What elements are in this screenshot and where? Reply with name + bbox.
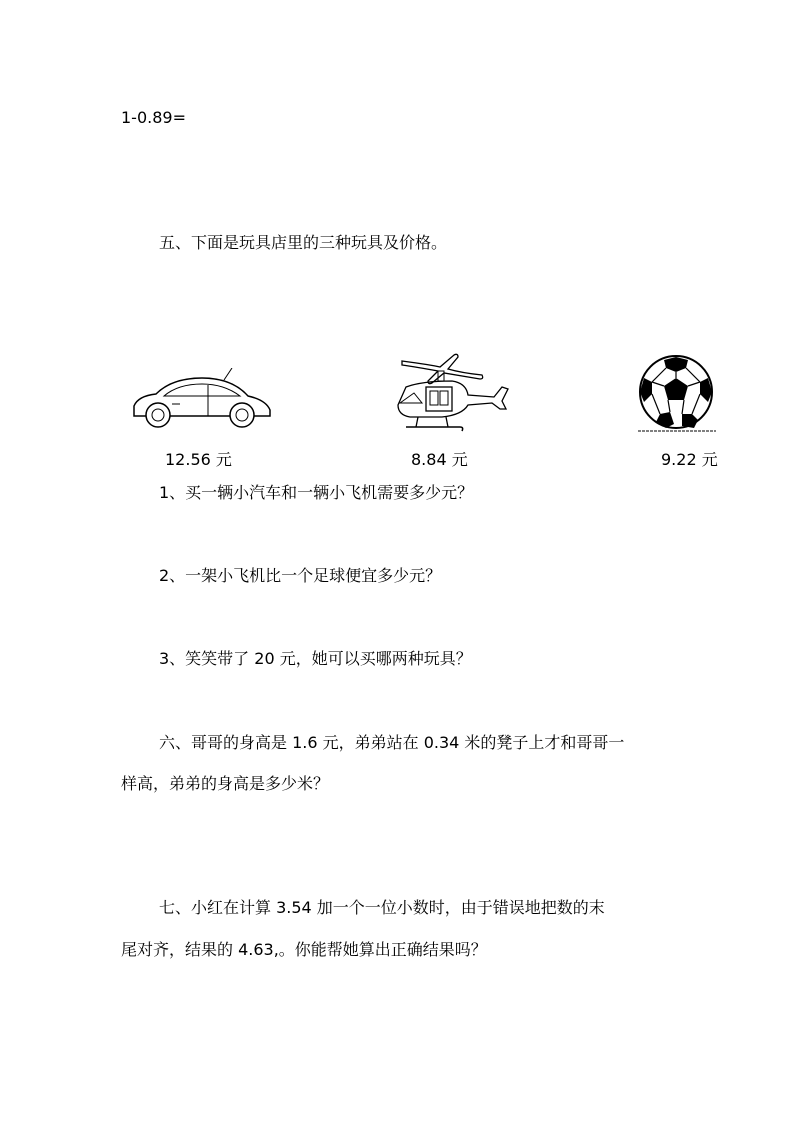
section6-line2: 样高，弟弟的身高是多少米？ — [121, 774, 330, 793]
question-1: 1、买一辆小汽车和一辆小飞机需要多少元？ — [159, 483, 474, 502]
section7-line2: 尾对齐，结果的 4.63,。你能帮她算出正确结果吗？ — [121, 940, 487, 959]
car-icon — [128, 368, 276, 438]
section6-line1: 六、哥哥的身高是 1.6 元，弟弟站在 0.34 米的凳子上才和哥哥一 — [159, 733, 625, 752]
equation: 1-0.89= — [121, 108, 186, 127]
helicopter-price: 8.84 元 — [411, 450, 468, 469]
helicopter-icon — [392, 353, 512, 439]
question-3: 3、笑笑带了 20 元，她可以买哪两种玩具？ — [159, 649, 472, 668]
soccer-ball-icon — [636, 354, 718, 440]
section5-title: 五、下面是玩具店里的三种玩具及价格。 — [159, 233, 448, 252]
car-price: 12.56 元 — [165, 450, 232, 469]
question-2: 2、一架小飞机比一个足球便宜多少元？ — [159, 566, 442, 585]
section7-line1: 七、小红在计算 3.54 加一个一位小数时，由于错误地把数的末 — [159, 898, 605, 917]
soccer-ball-price: 9.22 元 — [661, 450, 718, 469]
